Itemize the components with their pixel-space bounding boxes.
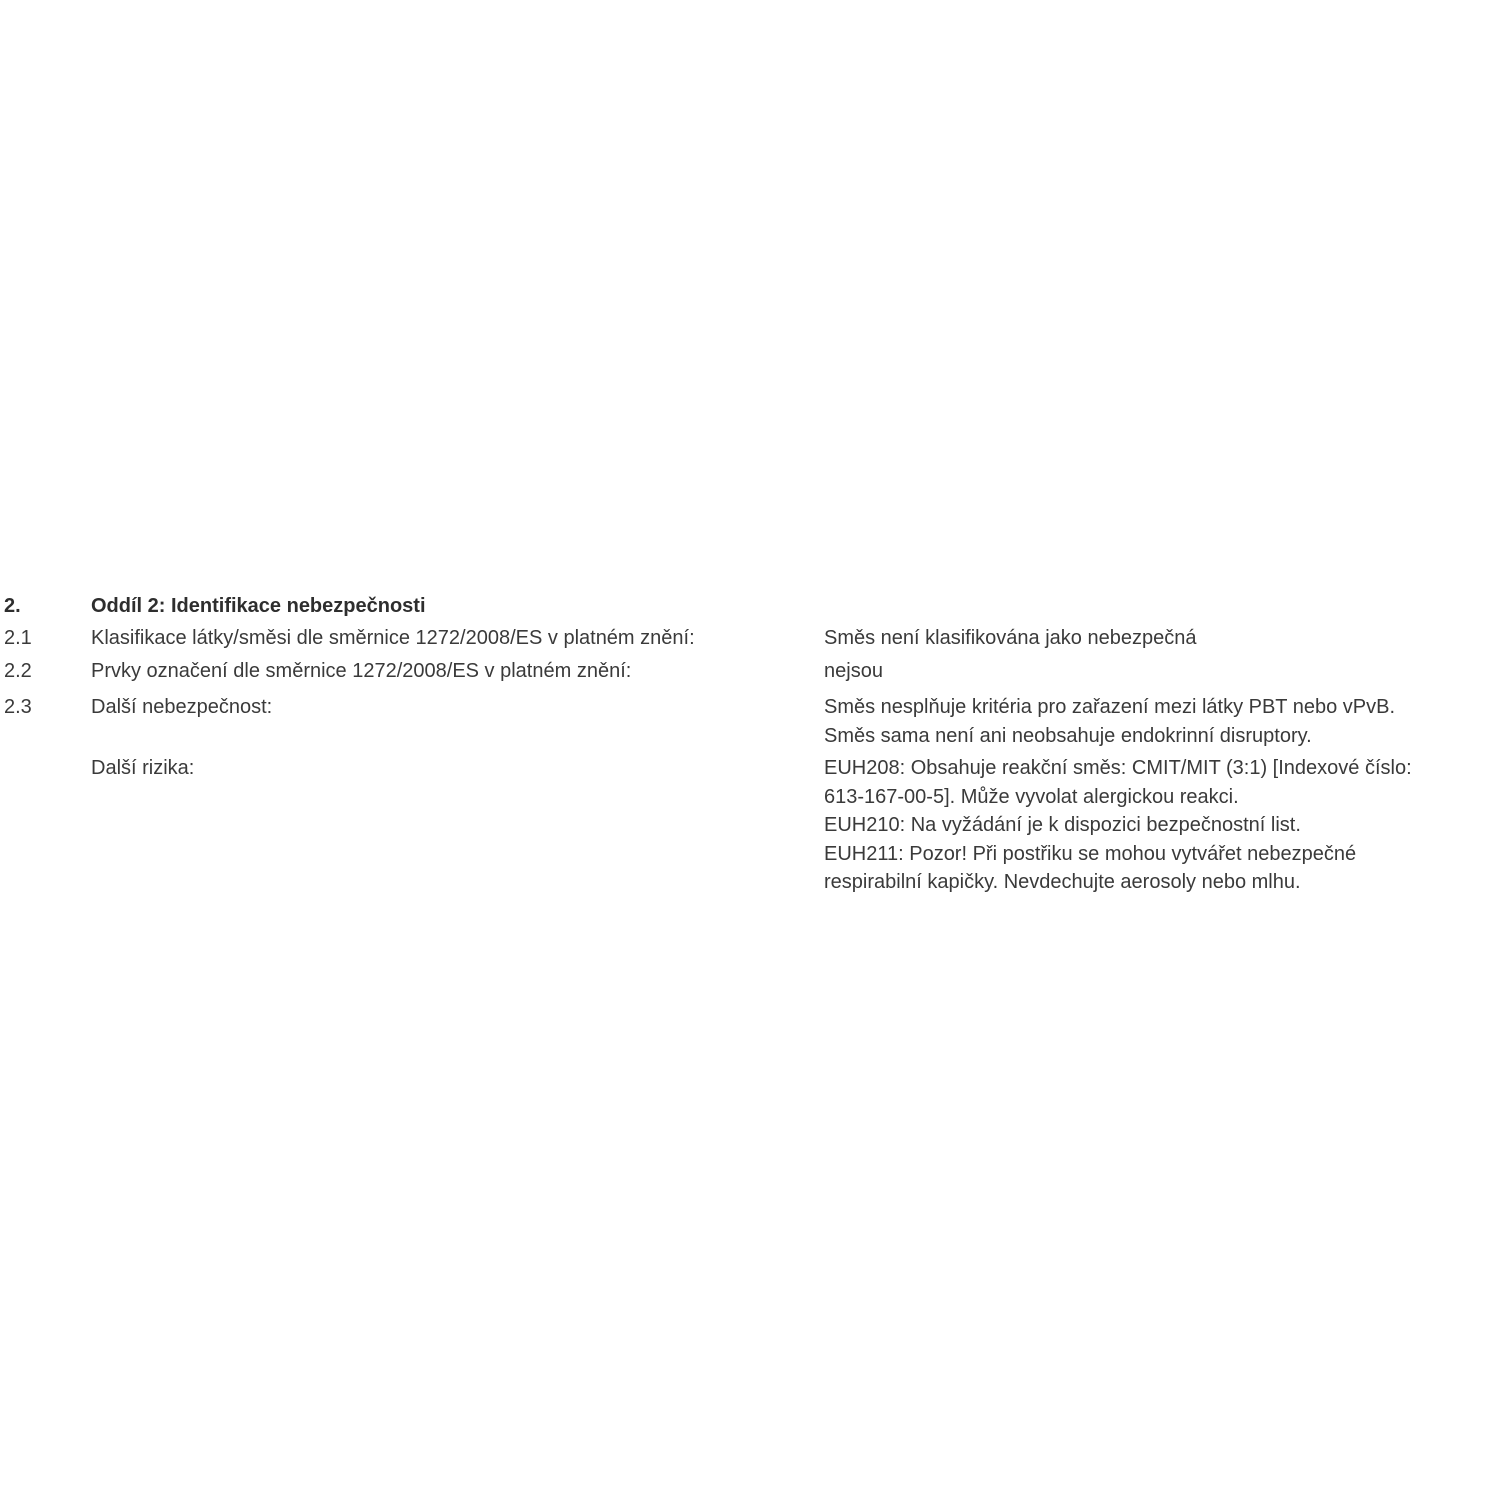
value-line: EUH211: Pozor! Při postřiku se mohou vytvářet nebezpečné	[824, 842, 1357, 865]
row-label: Prvky označení dle směrnice 1272/2008/ES v platném znění:	[91, 660, 632, 682]
row-value	[824, 754, 1494, 897]
row-2-3	[0, 693, 1500, 754]
row-further-risks	[0, 754, 1500, 904]
value-line: 613-167-00-5]. Může vyvolat alergickou reakci.	[824, 785, 1239, 808]
value-line: EUH208: Obsahuje reakční směs: CMIT/MIT (3:1) [Indexové číslo:	[824, 757, 1412, 779]
value-line: Směs nesplňuje kritéria pro zařazení mezi látky PBT nebo vPvB.	[824, 696, 1395, 718]
row-number: 2.3	[4, 696, 32, 718]
row-value: nejsou	[824, 660, 883, 682]
hazard-identification-section	[0, 592, 1500, 904]
row-2-2	[0, 657, 1500, 693]
row-2-1	[0, 624, 1500, 657]
row-label: Další nebezpečnost:	[91, 696, 273, 718]
row-value: Směs není klasifikována jako nebezpečná	[824, 627, 1197, 649]
value-line: respirabilní kapičky. Nevdechujte aerosoly nebo mlhu.	[824, 871, 1301, 893]
value-line: EUH210: Na vyžádání je k dispozici bezpečnostní list.	[824, 814, 1301, 836]
row-number: 2.2	[4, 660, 32, 682]
section-heading	[0, 592, 1500, 624]
row-number: 2.1	[4, 627, 32, 649]
row-label: Klasifikace látky/směsi dle směrnice 1272/2008/ES v platném znění:	[91, 627, 695, 649]
section-title: Oddíl 2: Identifikace nebezpečnosti	[91, 595, 426, 617]
row-value	[824, 693, 1494, 750]
row-label: Další rizika:	[91, 757, 195, 779]
section-number: 2.	[4, 595, 21, 617]
value-line: Směs sama není ani neobsahuje endokrinní disruptory.	[824, 724, 1312, 747]
